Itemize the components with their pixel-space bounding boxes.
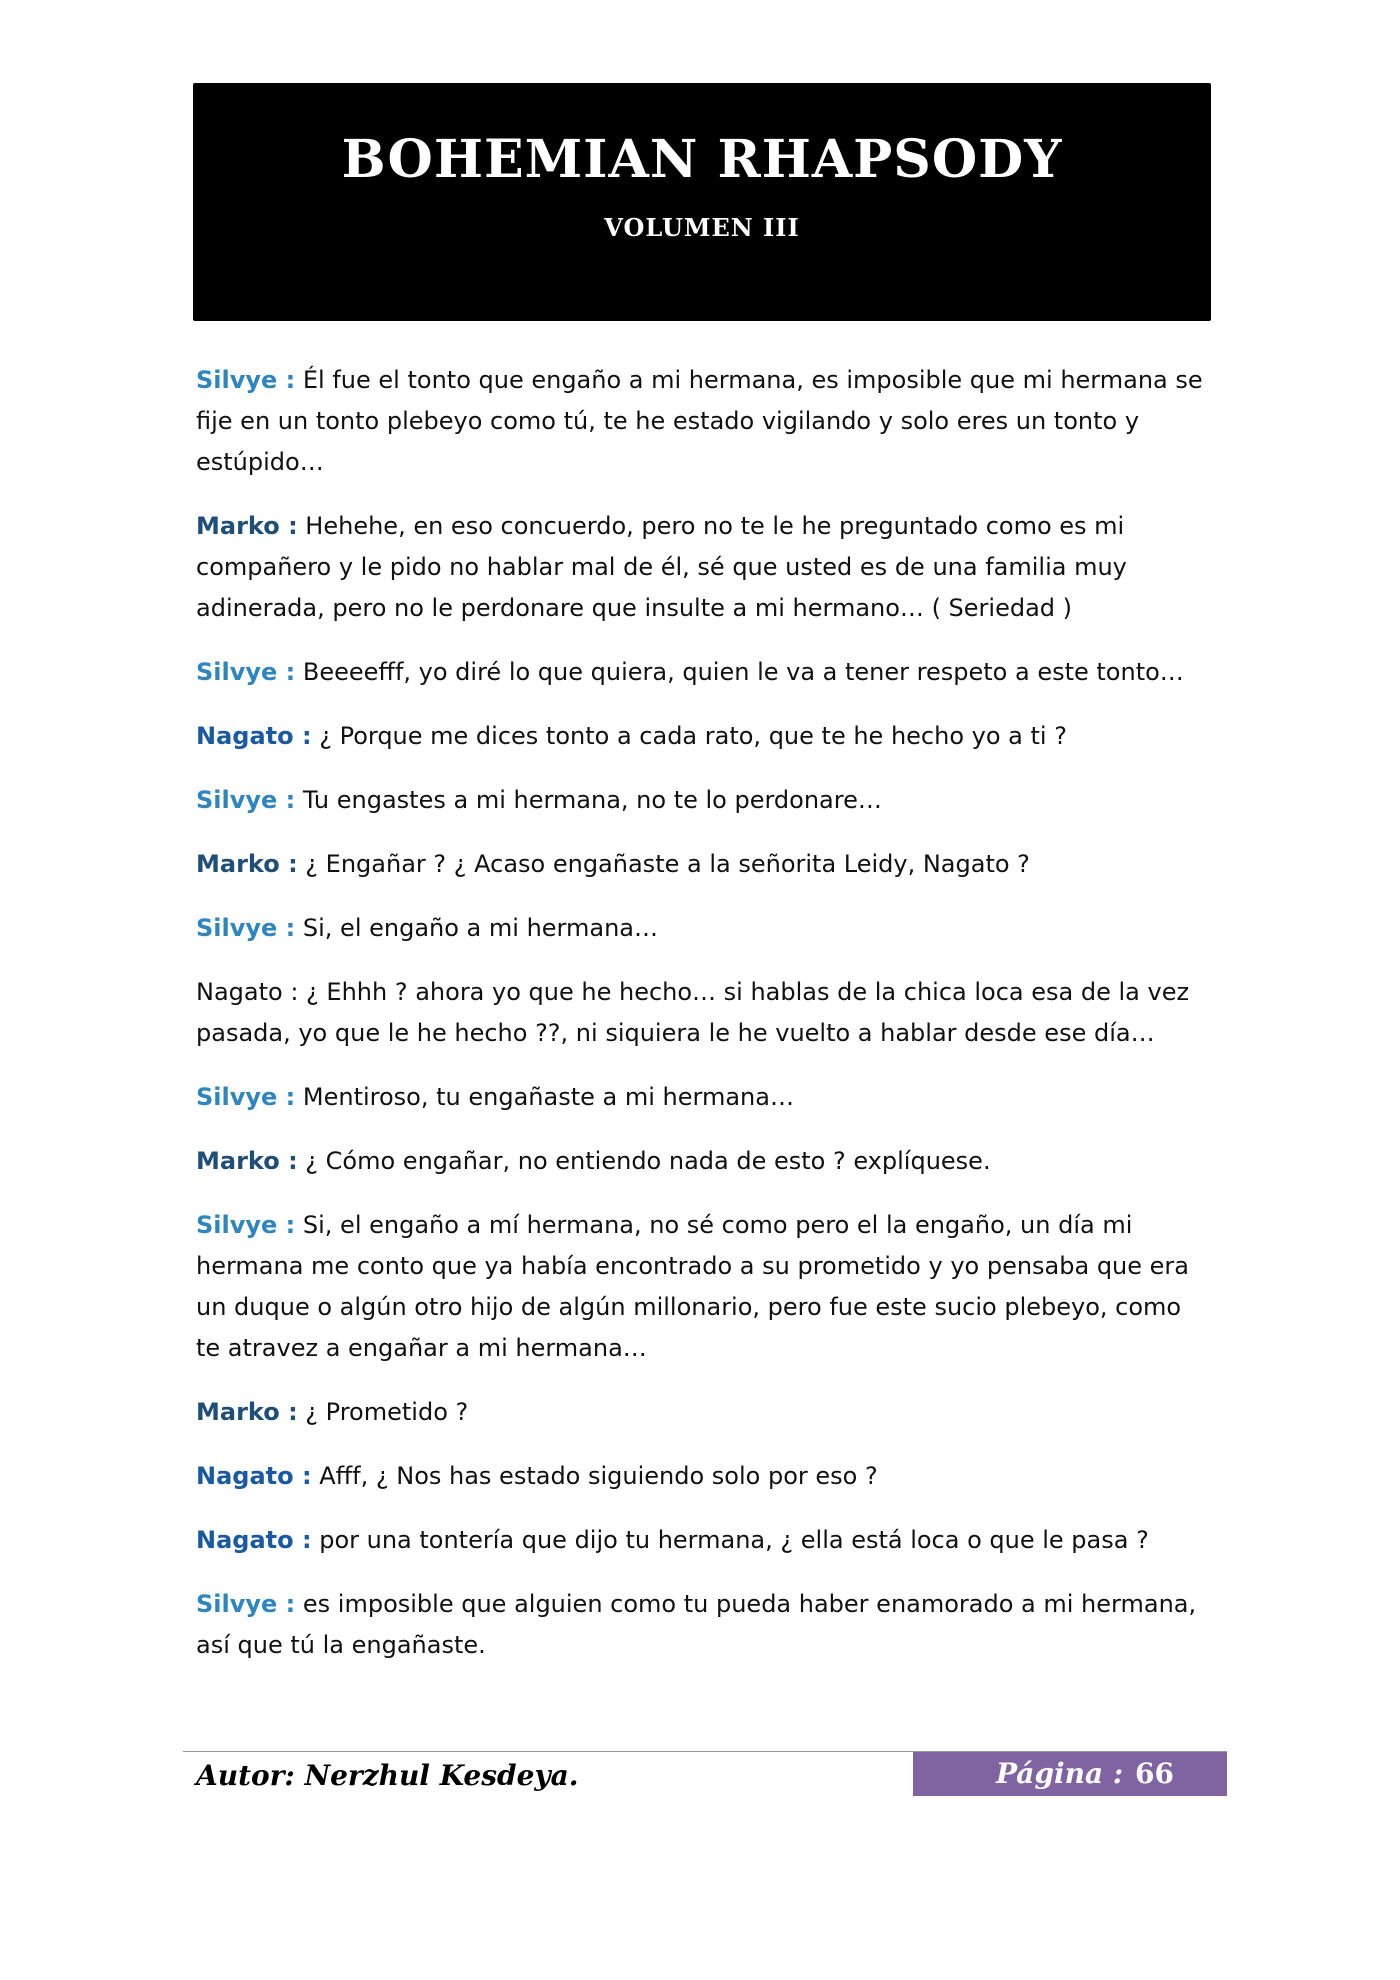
speaker-name: Silvye : [196,658,296,686]
speaker-name: Silvye : [196,786,296,814]
dialogue-text: Si, el engaño a mí hermana, no sé como pero el la engaño, un día mi hermana me conto que ya había encontrado a su prometido y yo pensaba que era un duque o algún otro hijo de algún millonario, pero fue este sucio plebeyo, como te atravez a engañar a mi hermana… [196,1211,1189,1362]
dialogue-text: ¿ Cómo engañar, no entiendo nada de esto ? explíquese. [297,1147,991,1175]
dialogue-text: es imposible que alguien como tu pueda haber enamorado a mi hermana, así que tú la engañaste. [196,1590,1197,1659]
speaker-name: Marko : [196,850,298,878]
dialogue-line [196,844,1211,885]
dialogue-text: por una tontería que dijo tu hermana, ¿ ella está loca o que le pasa ? [311,1526,1149,1554]
dialogue-line [196,652,1211,693]
page-number-box [913,1752,1227,1796]
dialogue-text: Tu engastes a mi hermana, no te lo perdonare… [295,786,882,814]
footer-author: Autor: Nerzhul Kesdeya. [196,1759,579,1792]
page-label: Página : [996,1757,1124,1790]
speaker-name: Silvye : [196,1083,296,1111]
dialogue-text: Afff, ¿ Nos has estado siguiendo solo por eso ? [311,1462,878,1490]
speaker-name: Silvye : [196,366,296,394]
dialogue-body [196,360,1211,1689]
dialogue-text: ¿ Ehhh ? ahora yo que he hecho… si hablas de la chica loca esa de la vez pasada, yo que le he hecho ??, ni siquiera le he vuelto a hablar desde ese día… [196,978,1190,1047]
speaker-name: Nagato : [196,978,299,1006]
speaker-name: Nagato : [196,722,312,750]
dialogue-line [196,908,1211,949]
speaker-name: Silvye : [196,914,296,942]
speaker-name: Nagato : [196,1526,312,1554]
book-title: BOHEMIAN RHAPSODY [341,129,1063,190]
dialogue-text: Si, el engaño a mi hermana… [295,914,658,942]
dialogue-line [196,1077,1211,1118]
dialogue-line [196,972,1211,1054]
dialogue-line [196,1392,1211,1433]
dialogue-line [196,1584,1211,1666]
dialogue-text: Beeeefff, yo diré lo que quiera, quien le va a tener respeto a este tonto… [295,658,1184,686]
dialogue-text: Él fue el tonto que engaño a mi hermana, es imposible que mi hermana se fije en un tonto plebeyo como tú, te he estado vigilando y solo eres un tonto y estúpido… [196,366,1203,476]
dialogue-line [196,360,1211,483]
volume-label: VOLUMEN III [604,213,800,243]
speaker-name: Silvye : [196,1590,296,1618]
dialogue-text: ¿ Engañar ? ¿ Acaso engañaste a la señorita Leidy, Nagato ? [297,850,1030,878]
dialogue-line [196,1141,1211,1182]
dialogue-line [196,506,1211,629]
dialogue-line [196,1456,1211,1497]
dialogue-line [196,1205,1211,1369]
dialogue-text: ¿ Porque me dices tonto a cada rato, que te he hecho yo a ti ? [311,722,1067,750]
speaker-name: Silvye : [196,1211,296,1239]
speaker-name: Marko : [196,1147,298,1175]
speaker-name: Nagato : [196,1462,312,1490]
speaker-name: Marko : [196,512,298,540]
dialogue-line [196,1520,1211,1561]
dialogue-line [196,716,1211,757]
dialogue-text: Hehehe, en eso concuerdo, pero no te le he preguntado como es mi compañero y le pido no hablar mal de él, sé que usted es de una familia muy adinerada, pero no le perdonare que insulte a mi hermano… ( Seriedad ) [196,512,1127,622]
speaker-name: Marko : [196,1398,298,1426]
dialogue-text: ¿ Prometido ? [297,1398,469,1426]
dialogue-text: Mentiroso, tu engañaste a mi hermana… [295,1083,794,1111]
dialogue-line [196,780,1211,821]
header-banner [193,83,1211,321]
page-number: 66 [1135,1757,1174,1790]
